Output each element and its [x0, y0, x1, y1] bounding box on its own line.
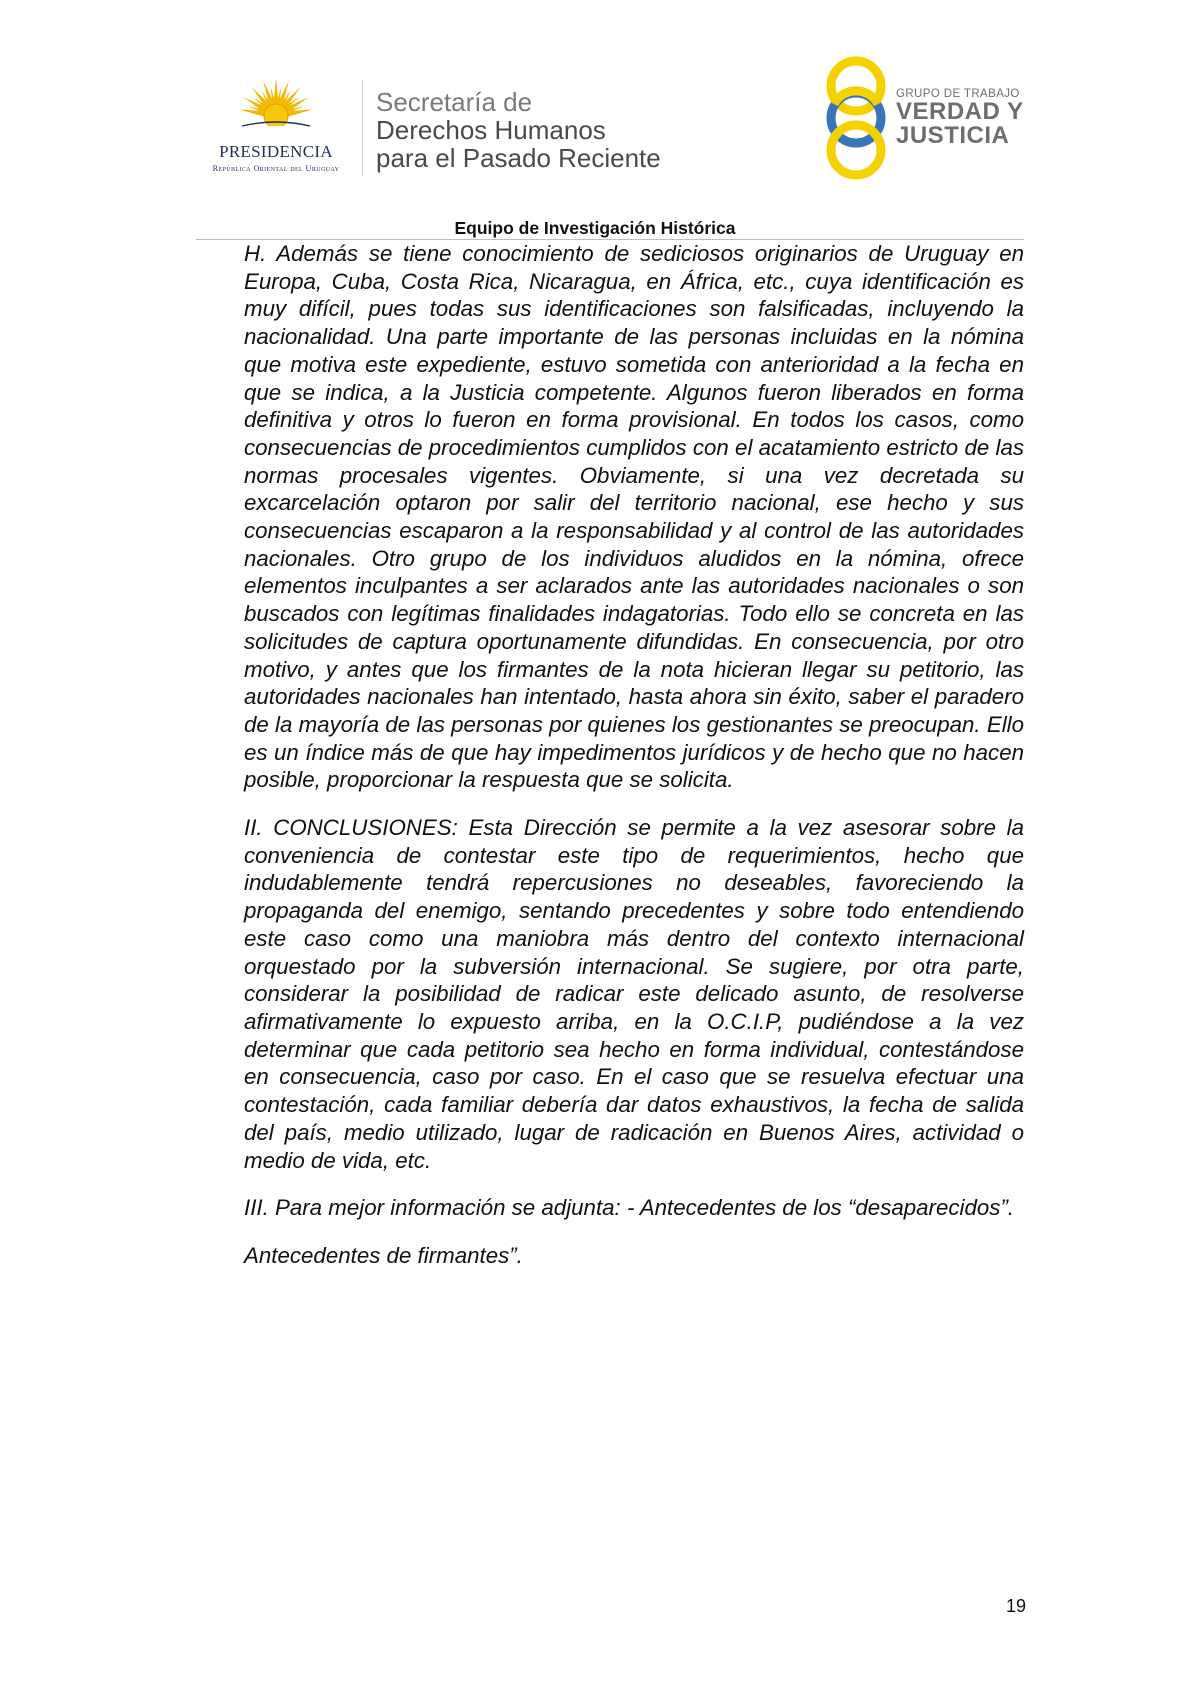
header-divider — [362, 80, 363, 176]
page-number: 19 — [1005, 1596, 1026, 1616]
secretaria-logo-text — [376, 88, 661, 172]
presidencia-logo — [196, 76, 356, 176]
sun-of-may-icon — [234, 76, 318, 142]
secretaria-line-3: para el Pasado Reciente — [376, 143, 661, 173]
document-body — [244, 240, 1024, 1290]
grupo-line-3: JUSTICIA — [896, 122, 1010, 149]
paragraph-conclusiones: II. CONCLUSIONES: Esta Dirección se permite a la vez asesorar sobre la conveniencia de contestar este tipo de requerimientos, hecho que indudablemente tendrá repercusiones no deseables, favoreciendo la propaganda del enemigo, sentando precedentes y sobre todo entendiendo este caso como una maniobra más dentro del contexto internacional orquestado por la subversión internacional. Se sugiere, por otra parte, considerar la posibilidad de radicar este delicado asunto, de resolverse afirmativamente lo expuesto arriba, en la O.C.I.P, pudiéndose a la vez determinar que cada petitorio sea hecho en forma individual, contestándose en consecuencia, caso por caso. En el caso que se resuelva efectuar una contestación, cada familiar debería dar datos exhaustivos, la fecha de salida del país, medio utilizado, lugar de radicación en Buenos Aires, actividad o medio de vida, etc. — [244, 815, 1024, 1173]
presidencia-subtitle: República Oriental del Uruguay — [212, 164, 340, 173]
grupo-line-2: VERDAD Y — [896, 98, 1024, 125]
paragraph-firmantes: Antecedentes de firmantes”. — [244, 1242, 523, 1268]
paragraph-adjunta: III. Para mejor información se adjunta: - Antecedentes de los “desaparecidos”. — [244, 1195, 1015, 1221]
interlocked-rings-icon — [822, 56, 894, 180]
presidencia-name: PRESIDENCIA — [219, 142, 333, 161]
team-heading: Equipo de Investigación Histórica — [454, 218, 736, 238]
paragraph-h: H. Además se tiene conocimiento de sediciosos originarios de Uruguay en Europa, Cuba, Costa Rica, Nicaragua, en África, etc., cuya identificación es muy difícil, pues todas sus identificaciones son falsificadas, incluyendo la nacionalidad. Una parte importante de las personas incluidas en la nómina que motiva este expediente, estuvo sometida con anterioridad a la fecha en que se indica, a la Justicia competente. Algunos fueron liberados en forma definitiva y otros lo fueron en forma provisional. En todos los casos, como consecuencias de procedimientos cumplidos con el acatamiento estricto de las normas procesales vigentes. Obviamente, si una vez decretada su excarcelación optaron por salir del territorio nacional, ese hecho y sus consecuencias escaparon a la responsabilidad y al control de las autoridades nacionales. Otro grupo de los individuos aludidos en la nómina, ofrece elementos inculpantes a ser aclarados ante las autoridades nacionales o son buscados con legítimas finalidades indagatorias. Todo ello se concreta en las solicitudes de captura oportunamente difundidas. En consecuencia, por otro motivo, y antes que los firmantes de la nota hicieran llegar su petitorio, las autoridades nacionales han intentado, hasta ahora sin éxito, saber el paradero de la mayoría de las personas por quienes los gestionantes se preocupan. Ello es un índice más de que hay impedimentos jurídicos y de hecho que no hacen posible, proporcionar la respuesta que se solicita. — [244, 241, 1024, 793]
secretaria-line-2: Derechos Humanos — [376, 115, 606, 145]
page-header — [0, 0, 1190, 240]
secretaria-line-1: Secretaría de — [376, 87, 533, 117]
grupo-line-1: GRUPO DE TRABAJO — [896, 88, 1020, 100]
grupo-text — [896, 88, 1024, 148]
grupo-verdad-justicia-logo — [822, 56, 1042, 180]
